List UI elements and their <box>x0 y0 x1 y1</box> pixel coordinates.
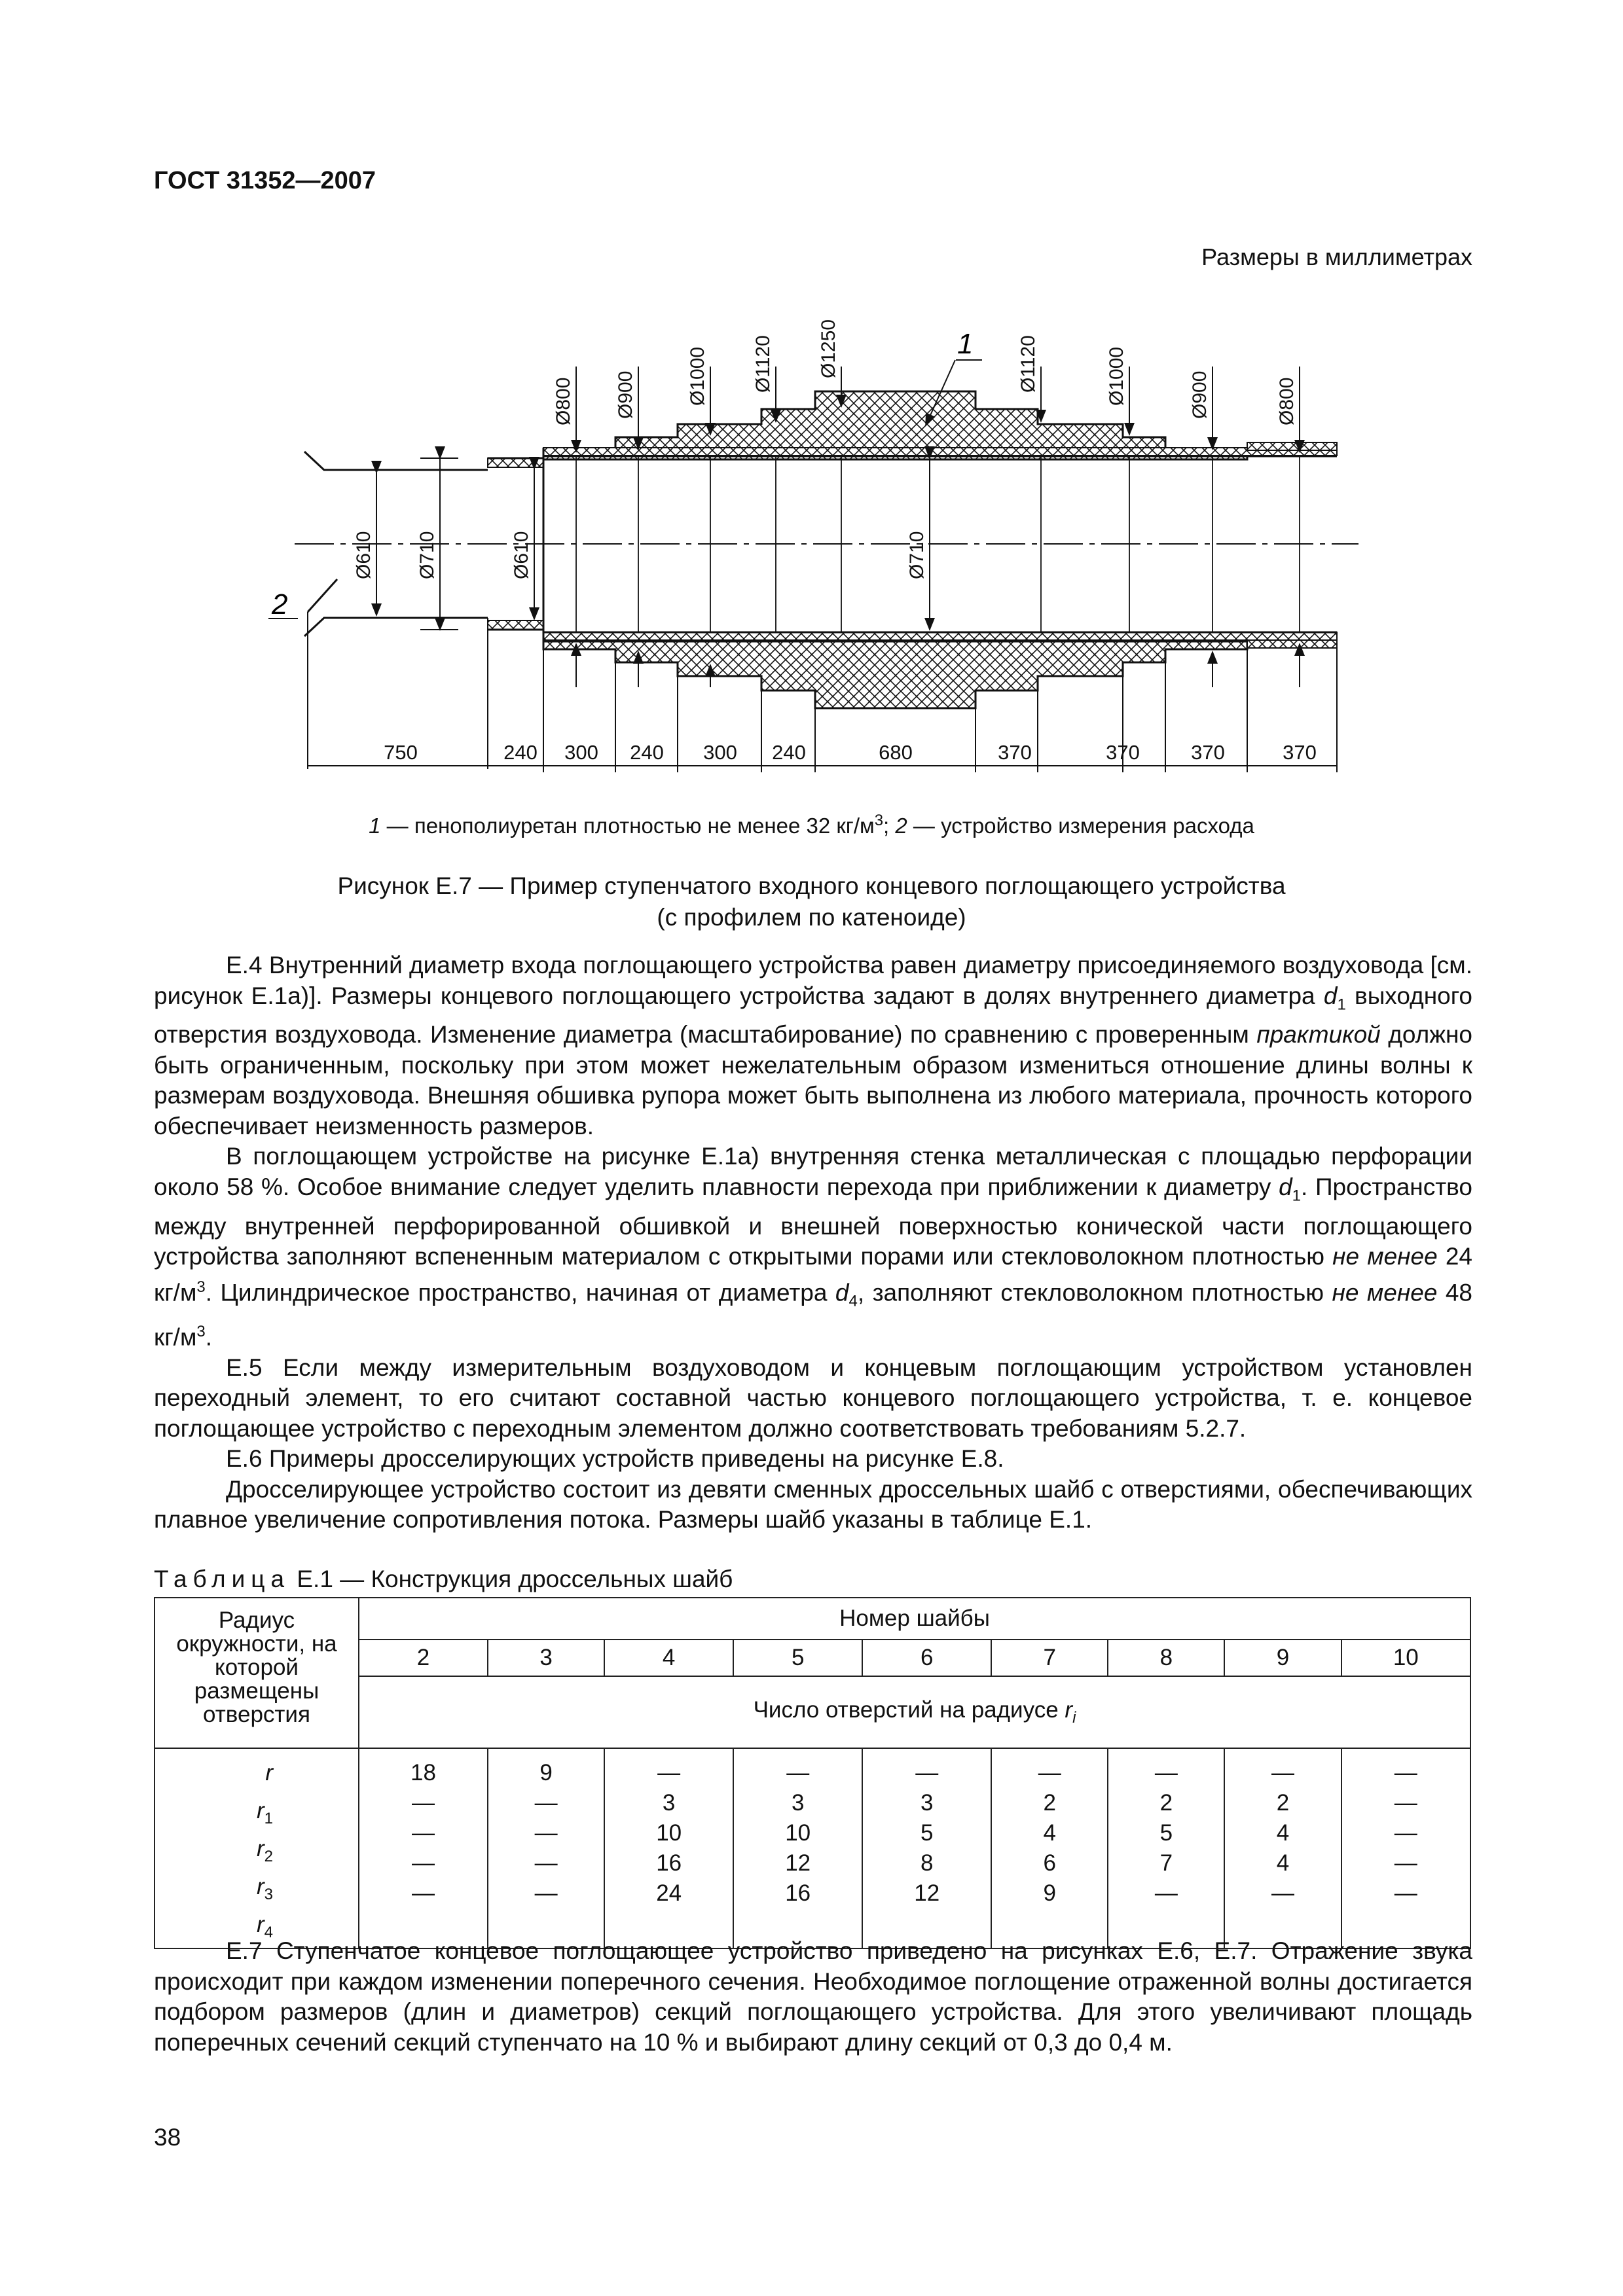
table-cell: — <box>1394 1850 1417 1876</box>
len-8: 370 <box>998 741 1032 764</box>
table-cell: 10 <box>656 1820 682 1846</box>
washer-number: 2 <box>359 1640 488 1676</box>
paragraph-throttle: Дросселирующее устройство состоит из девяти сменных дроссельных шайб с отверстиями, обеспечивающих плавное увеличение сопротивления потока. Размеры шайб указаны в таблице Е.1. <box>154 1475 1472 1534</box>
washer-column <box>991 1748 1108 1948</box>
table-cell: 7 <box>1159 1850 1173 1876</box>
table-cell: — <box>1154 1880 1178 1906</box>
radius-label: $r_3$ <box>256 1874 273 1903</box>
washer-column <box>862 1748 991 1948</box>
radius-label: r <box>265 1760 273 1785</box>
washer-number: 9 <box>1224 1640 1341 1676</box>
table-cell: — <box>1038 1760 1061 1785</box>
table-cell: 5 <box>1159 1820 1173 1846</box>
table-cell: 3 <box>662 1790 676 1816</box>
table-cell: 12 <box>914 1880 940 1906</box>
washer-table <box>154 1597 1471 1949</box>
table-cell: — <box>534 1790 558 1816</box>
table-cell: 9 <box>539 1760 553 1785</box>
washer-column <box>733 1748 862 1948</box>
callout-2: 2 <box>272 588 288 620</box>
washer-number: 5 <box>733 1640 862 1676</box>
len-3: 300 <box>564 741 598 764</box>
table-cell: 8 <box>920 1850 934 1876</box>
figure-absorber-drawing <box>0 0 1623 812</box>
paragraph-e7: Е.7 Ступенчатое концевое поглощающее устройство приведено на рисунках Е.6, Е.7. Отражение звука происходит при каждом изменении поперечного сечения. Необходимое поглощение отраженной волны достигается подбором размеров (длин и диаметров) секций поглощающего устройства. Для этого увеличивают площадь поперечных сечений секций ступенчато на 10 % и выбирают длину секций от 0,3 до 0,4 м. <box>154 1937 1472 2056</box>
table-cell: — <box>1394 1760 1417 1785</box>
radius-label: $r_2$ <box>256 1836 273 1865</box>
paragraph-e6: Е.6 Примеры дросселирующих устройств приведены на рисунке Е.8. <box>226 1445 1004 1473</box>
figure-legend: 1 — пенополиуретан плотностью не менее 32 $кг/м^3$; 2 — устройство измерения расхода <box>369 812 1254 838</box>
len-1: 750 <box>384 741 418 764</box>
table-cell: 12 <box>785 1850 811 1876</box>
table-cell: — <box>915 1760 939 1785</box>
table-cell: — <box>412 1850 435 1876</box>
top-dim-7: Ø1000 <box>1106 346 1127 406</box>
table-cell: 5 <box>920 1820 934 1846</box>
table-cell: 2 <box>1159 1790 1173 1816</box>
top-dim-5: Ø1250 <box>818 319 839 378</box>
radius-label: $r_1$ <box>256 1798 273 1827</box>
len-9: 370 <box>1106 741 1140 764</box>
table-cell: — <box>1154 1760 1178 1785</box>
doc-code: ГОСТ 31352—2007 <box>154 167 376 194</box>
len-5: 300 <box>703 741 737 764</box>
washer-number: 4 <box>604 1640 733 1676</box>
table-cell: 4 <box>1276 1820 1290 1846</box>
table-cell: 2 <box>1043 1790 1057 1816</box>
table-cell: — <box>1394 1880 1417 1906</box>
paragraph-e5: Е.5 Если между измерительным воздуховодом и концевым поглощающим устройством установлен переходный элемент, то его считают составной частью концевого поглощающего устройства, т. е. концевое поглощающее устройство с переходным элементом должно соответствовать требованиям 5.2.7. <box>154 1354 1472 1442</box>
inner-dim-4: Ø710 <box>906 531 928 579</box>
table-cell: 3 <box>920 1790 934 1816</box>
washer-number: 10 <box>1341 1640 1470 1676</box>
washer-column <box>1341 1748 1470 1948</box>
body-text-bottom <box>154 1936 1472 2058</box>
washer-number: 8 <box>1108 1640 1224 1676</box>
table-title: Таблица Е.1 — Конструкция дроссельных шайб <box>154 1566 733 1592</box>
table-cell: — <box>534 1820 558 1846</box>
radius-labels <box>155 1748 359 1948</box>
table-cell: 16 <box>785 1880 811 1906</box>
table-cell: 24 <box>656 1880 682 1906</box>
radius-label: $r_4$ <box>256 1912 273 1941</box>
table-cell: 4 <box>1276 1850 1290 1876</box>
figure-title: Рисунок Е.7 — Пример ступенчатого входного концевого поглощающего устройства (с профилем по катеноиде) <box>337 872 1286 931</box>
table-cell: — <box>657 1760 681 1785</box>
table-cell: — <box>1271 1880 1294 1906</box>
washer-number: 6 <box>862 1640 991 1676</box>
paragraph-perforation: В поглощающем устройстве на рисунке Е.1а) внутренняя стенка металлическая с площадью перфорации около 58 %. Особое внимание следует уделить плавности перехода при приближении к диаметру $d_1$. Пространство между внутренней перфорированной обшивкой и внешней поверхностью конической части поглощающего устройства заполняют вспененным материалом с открытыми порами или стекловолокном плотностью не менее 24 $кг/м^3$. Цилиндрическое пространство, начиная от диаметра $d_4$, заполняют стекловолокном плотностью не менее 48 $кг/м^3$. <box>154 1143 1473 1351</box>
len-4: 240 <box>630 741 664 764</box>
washer-column <box>1224 1748 1341 1948</box>
table-cell: 3 <box>791 1790 805 1816</box>
table-cell: — <box>1271 1760 1294 1785</box>
table-cell: — <box>412 1790 435 1816</box>
washer-column <box>359 1748 488 1948</box>
washer-column <box>604 1748 733 1948</box>
table-cell: — <box>1394 1790 1417 1816</box>
table-cell: — <box>534 1880 558 1906</box>
top-dim-9: Ø800 <box>1276 377 1298 425</box>
inner-dim-2: Ø710 <box>416 531 438 579</box>
table-cell: 4 <box>1043 1820 1057 1846</box>
callout-1: 1 <box>957 328 974 360</box>
table-cell: — <box>786 1760 810 1785</box>
group-header: Номер шайбы <box>359 1598 1470 1640</box>
table-cell: — <box>412 1820 435 1846</box>
inner-dim-3: Ø610 <box>511 531 532 579</box>
paragraph-e4: Е.4 Внутренний диаметр входа поглощающего устройства равен диаметру присоединяемого воздуховода [см. рисунок Е.1а)]. Размеры концевого поглощающего устройства задают в долях внутреннего диаметра $d_1$ выходного отверстия воздуховода. Изменение диаметра (масштабирование) по сравнению с проверенным практикой должно быть ограниченным, поскольку при этом может нежелательным образом измениться отношение длины волны к размерам воздуховода. Внешняя обшивка рупора может быть выполнена из любого материала, прочность которого обеспечивает неизменность размеров. <box>154 952 1472 1139</box>
len-6: 240 <box>772 741 806 764</box>
washer-number: 7 <box>991 1640 1108 1676</box>
table-cell: 6 <box>1043 1850 1057 1876</box>
table-cell: 2 <box>1276 1790 1290 1816</box>
len-7: 680 <box>879 741 913 764</box>
foam-bottom <box>543 641 1247 708</box>
table-cell: 9 <box>1043 1880 1057 1906</box>
top-dim-2: Ø900 <box>615 370 636 419</box>
len-2: 240 <box>503 741 538 764</box>
top-dim-4: Ø1120 <box>752 335 774 393</box>
washer-number: 3 <box>488 1640 604 1676</box>
top-dim-8: Ø900 <box>1189 370 1211 419</box>
table-cell: 10 <box>785 1820 811 1846</box>
top-dim-3: Ø1000 <box>687 346 708 406</box>
table-cell: — <box>412 1880 435 1906</box>
len-10: 370 <box>1191 741 1225 764</box>
body-text-top <box>154 950 1472 1535</box>
table-cell: — <box>1394 1820 1417 1846</box>
washer-column <box>488 1748 604 1948</box>
table-cell: 16 <box>656 1850 682 1876</box>
washer-column <box>1108 1748 1224 1948</box>
row-header: Радиус окружности, на которой размещены отверстия <box>155 1598 359 1748</box>
sub-header: Число отверстий на радиусе $r_i$ <box>359 1676 1470 1748</box>
top-dim-6: Ø1120 <box>1017 335 1039 393</box>
units-note: Размеры в миллиметрах <box>1201 243 1472 270</box>
inner-dim-1: Ø610 <box>353 531 374 579</box>
table-cell: 18 <box>410 1760 436 1785</box>
top-dim-1: Ø800 <box>553 377 574 425</box>
len-11: 370 <box>1283 741 1317 764</box>
table-cell: — <box>534 1850 558 1876</box>
page-number: 38 <box>154 2124 181 2151</box>
